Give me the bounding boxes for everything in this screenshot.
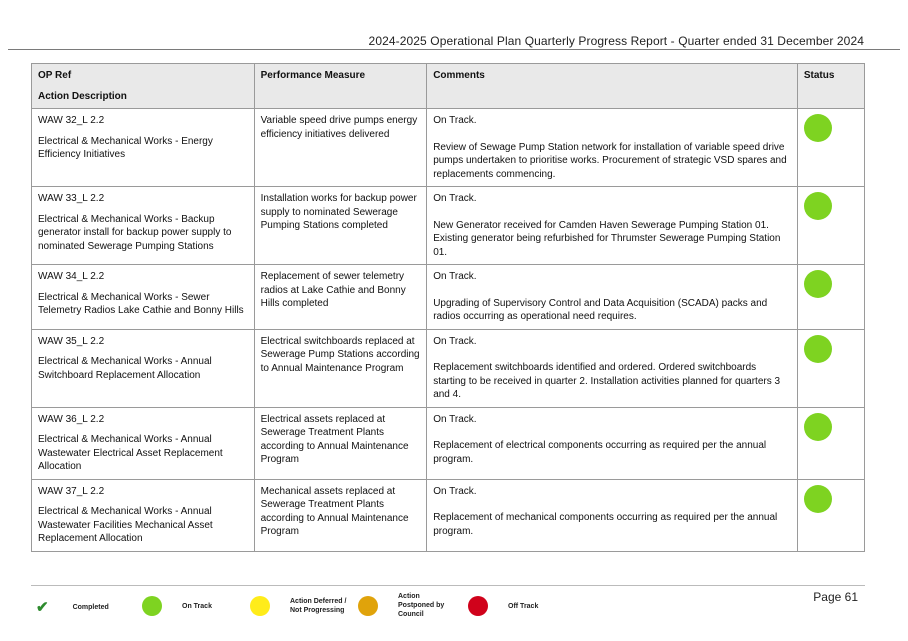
report-title: 2024-2025 Operational Plan Quarterly Progress Report - Quarter ended 31 December 2024	[368, 34, 864, 48]
table-row	[32, 109, 865, 187]
legend-deferred-label: Action Deferred / Not Progressing	[290, 598, 347, 614]
table-row	[32, 265, 865, 330]
op-ref-cell	[32, 265, 255, 330]
op-ref-cell	[32, 407, 255, 479]
status-cell	[797, 265, 864, 330]
header-op-ref	[32, 64, 255, 109]
status-cell	[797, 109, 864, 187]
action-description: Electrical & Mechanical Works - Backup generator install for backup power supply to nominated Sewerage Pumping Stations	[38, 213, 232, 252]
header-status: Status	[797, 64, 864, 109]
footer-divider	[31, 585, 865, 586]
table-row	[32, 407, 865, 479]
progress-table	[31, 63, 865, 552]
comment-text: Replacement of mechanical components occurring as required per the annual program.	[433, 512, 778, 537]
legend-postponed	[358, 592, 450, 619]
legend-off-track	[468, 596, 538, 616]
header-performance-measure: Performance Measure	[254, 64, 427, 109]
header-divider	[8, 49, 900, 50]
op-ref-cell	[32, 109, 255, 187]
on-track-dot-icon	[142, 596, 162, 616]
performance-measure: Variable speed drive pumps energy efficiency initiatives delivered	[254, 109, 427, 187]
off-track-dot-icon	[468, 596, 488, 616]
status-cell	[797, 479, 864, 551]
status-dot-icon	[804, 335, 832, 363]
status-dot-icon	[804, 413, 832, 441]
op-ref: WAW 34_L 2.2	[38, 271, 105, 282]
comment-text: Upgrading of Supervisory Control and Data Acquisition (SCADA) packs and radios occurring as operational need requires.	[433, 297, 768, 322]
action-description: Electrical & Mechanical Works - Sewer Telemetry Radios Lake Cathie and Bonny Hills	[38, 291, 244, 316]
table-row	[32, 329, 865, 407]
performance-measure: Mechanical assets replaced at Sewerage Treatment Plants according to Annual Maintenance Program	[254, 479, 427, 551]
op-ref: WAW 33_L 2.2	[38, 193, 105, 204]
comments-cell	[427, 109, 798, 187]
legend-completed	[36, 598, 109, 616]
performance-measure: Replacement of sewer telemetry radios at Lake Cathie and Bonny Hills completed	[254, 265, 427, 330]
action-description: Electrical & Mechanical Works - Annual Switchboard Replacement Allocation	[38, 356, 212, 381]
status-dot-icon	[804, 485, 832, 513]
comment-text: Review of Sewage Pump Station network for installation of variable speed drive pumps undertaken to prioritise works. Procurement of strategic VSD spares and replacements commencing.	[433, 141, 787, 180]
header-op-ref-label: OP Ref	[38, 70, 72, 81]
action-description: Electrical & Mechanical Works - Energy Efficiency Initiatives	[38, 135, 213, 160]
header-comments: Comments	[427, 64, 798, 109]
table-row	[32, 187, 865, 265]
status-dot-icon	[804, 270, 832, 298]
deferred-dot-icon	[250, 596, 270, 616]
header-action-description: Action Description	[38, 90, 127, 102]
status-cell	[797, 329, 864, 407]
performance-measure: Installation works for backup power supply to nominated Sewerage Pumping Stations completed	[254, 187, 427, 265]
legend-postponed-label: Action Postponed by Council	[398, 593, 445, 618]
comments-cell	[427, 329, 798, 407]
comments-cell	[427, 187, 798, 265]
status-cell	[797, 407, 864, 479]
legend-on-track-label: On Track	[182, 602, 212, 610]
action-description: Electrical & Mechanical Works - Annual Wastewater Facilities Mechanical Asset Replacement Allocation	[38, 506, 213, 544]
comments-cell	[427, 479, 798, 551]
comment-status-text: On Track.	[433, 413, 477, 425]
status-dot-icon	[804, 114, 832, 142]
legend-deferred	[250, 596, 354, 616]
action-description: Electrical & Mechanical Works - Annual Wastewater Electrical Asset Replacement Allocation	[38, 434, 223, 472]
op-ref-cell	[32, 187, 255, 265]
comment-status-text: On Track.	[433, 115, 477, 126]
table-header-row	[32, 64, 865, 109]
op-ref: WAW 36_L 2.2	[38, 413, 105, 425]
comment-text: New Generator received for Camden Haven Sewerage Pumping Station 01. Existing generator being refurbished for Thrumster Sewerage Pumping Station 01.	[433, 219, 781, 258]
op-ref: WAW 35_L 2.2	[38, 335, 105, 347]
postponed-dot-icon	[358, 596, 378, 616]
comment-status-text: On Track.	[433, 485, 477, 497]
legend-on-track	[142, 596, 212, 616]
comment-text: Replacement switchboards identified and ordered. Ordered switchboards starting to be received in quarter 2. Installation activities planned for quarters 3 and 4.	[433, 362, 781, 400]
comments-cell	[427, 265, 798, 330]
legend-completed-label: Completed	[72, 603, 109, 611]
status-cell	[797, 187, 864, 265]
check-icon: ✔	[36, 599, 49, 616]
comments-cell	[427, 407, 798, 479]
op-ref: WAW 32_L 2.2	[38, 115, 105, 126]
status-dot-icon	[804, 192, 832, 220]
op-ref: WAW 37_L 2.2	[38, 485, 105, 497]
performance-measure: Electrical switchboards replaced at Sewerage Pump Stations according to Annual Maintenance Program	[254, 329, 427, 407]
performance-measure: Electrical assets replaced at Sewerage Treatment Plants according to Annual Maintenance Program	[254, 407, 427, 479]
comment-status-text: On Track.	[433, 271, 477, 282]
comment-status-text: On Track.	[433, 193, 477, 204]
status-legend	[30, 592, 590, 622]
legend-off-track-label: Off Track	[508, 602, 539, 610]
comment-text: Replacement of electrical components occurring as required per the annual program.	[433, 440, 767, 465]
page-number: Page 61	[813, 590, 858, 604]
op-ref-cell	[32, 479, 255, 551]
op-ref-cell	[32, 329, 255, 407]
comment-status-text: On Track.	[433, 335, 477, 347]
table-row	[32, 479, 865, 551]
